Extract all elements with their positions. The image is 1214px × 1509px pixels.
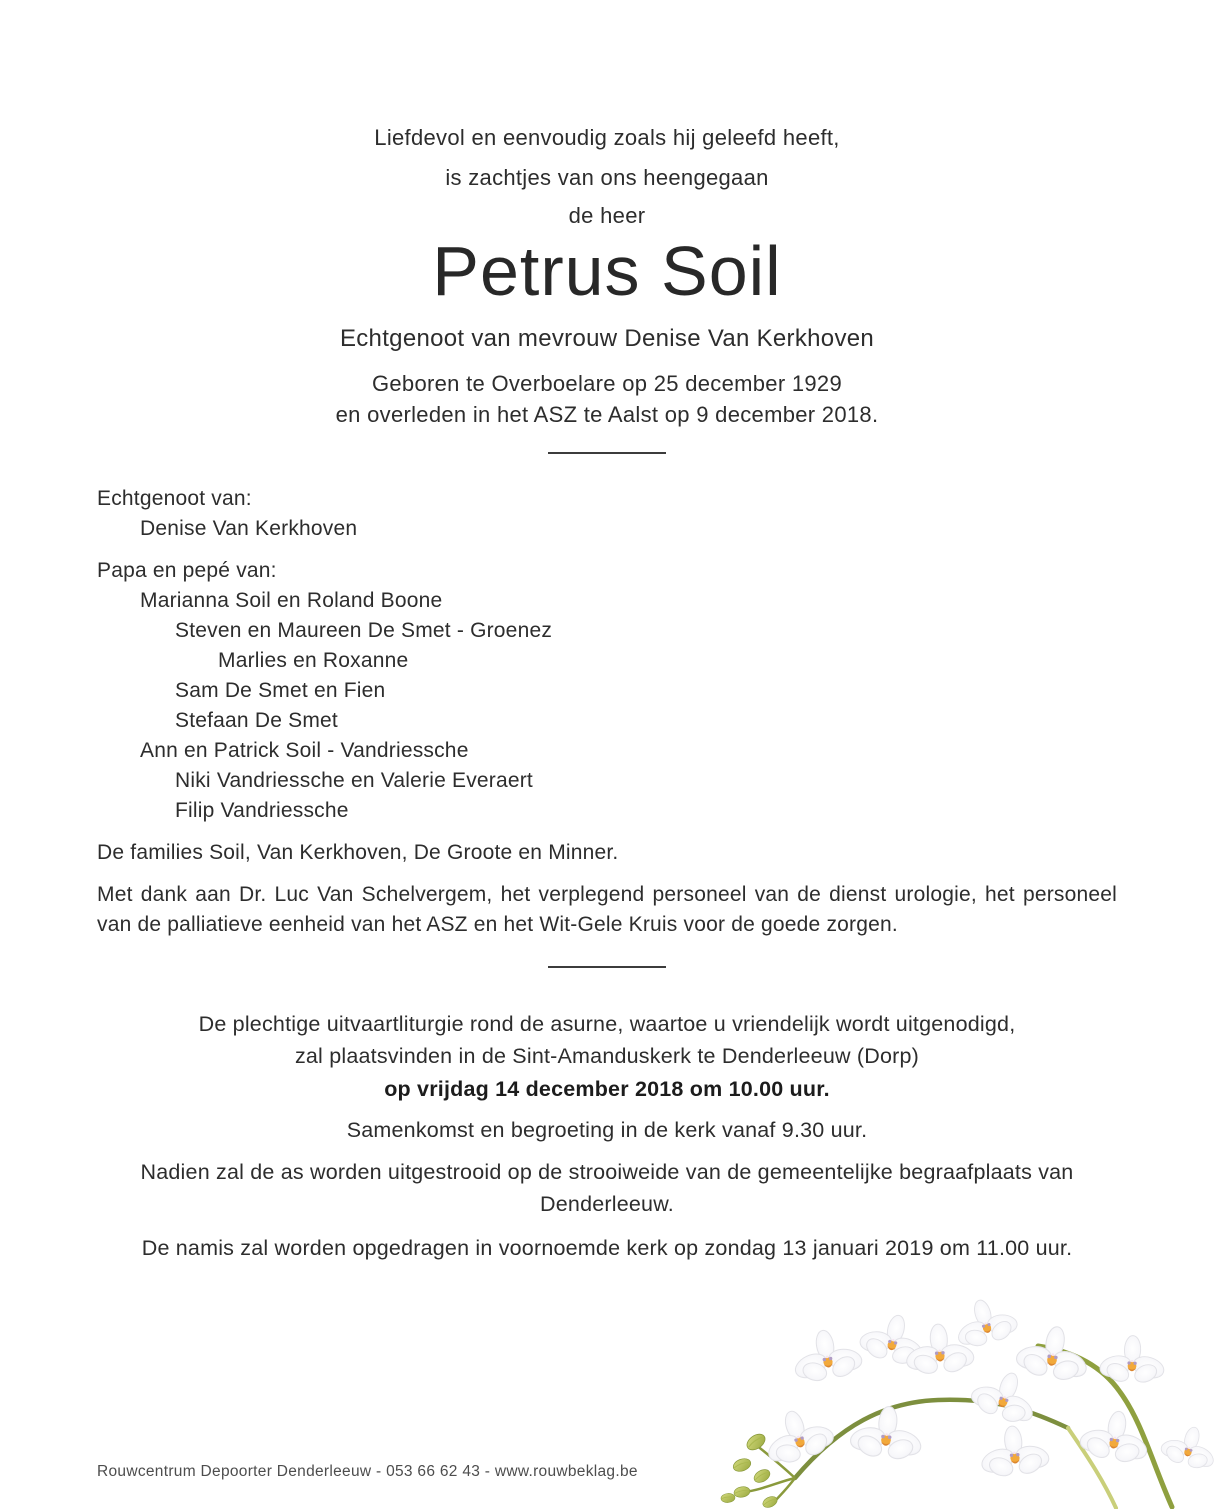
intro-line-1: Liefdevol en eenvoudig zoals hij geleefd heeft, [374, 125, 840, 150]
service-invitation-line-2: zal plaatsvinden in de Sint-Amanduskerk te Denderleeuw (Dorp) [294, 1044, 920, 1068]
spouse-line: Echtgenoot van mevrouw Denise Van Kerkhoven [339, 325, 875, 352]
scattering-line: Nadien zal de as worden uitgestrooid op de strooiweide van de gemeentelijke begraafplaats van Denderleeuw. [140, 1160, 1074, 1216]
family-member: Steven en Maureen De Smet - Groenez [175, 619, 553, 642]
family-member: Marianna Soil en Roland Boone [140, 589, 443, 612]
salutation: de heer [568, 203, 646, 228]
orchid-image [700, 1250, 1214, 1509]
memorial-mass-line: De namis zal worden opgedragen in voornoemde kerk op zondag 13 januari 2019 om 11.00 uur. [141, 1236, 1073, 1260]
family-member: Sam De Smet en Fien [175, 679, 386, 702]
family-member: Niki Vandriessche en Valerie Everaert [175, 769, 533, 792]
deceased-name: Petrus Soil [432, 232, 782, 310]
family-member: Marlies en Roxanne [218, 649, 409, 672]
family-member: Stefaan De Smet [175, 709, 338, 732]
divider-top [548, 452, 666, 454]
children-header: Papa en pepé van: [97, 559, 277, 582]
family-member: Filip Vandriessche [175, 799, 349, 822]
families-line: De families Soil, Van Kerkhoven, De Groote en Minner. [97, 841, 619, 864]
service-invitation-line-1: De plechtige uitvaartliturgie rond de asurne, waartoe u vriendelijk wordt uitgenodigd, [198, 1012, 1016, 1036]
gathering-line: Samenkomst en begroeting in de kerk vanaf 9.30 uur. [346, 1118, 868, 1142]
died-line: en overleden in het ASZ te Aalst op 9 december 2018. [335, 402, 879, 427]
thanks-paragraph: Met dank aan Dr. Luc Van Schelvergem, het verplegend personeel van de dienst urologie, het personeel van de palliatieve eenheid van het ASZ en het Wit-Gele Kruis voor de goede zorgen. [97, 883, 1117, 936]
family-member: Ann en Patrick Soil - Vandriessche [140, 739, 469, 762]
service-date-line: op vrijdag 14 december 2018 om 10.00 uur. [384, 1077, 830, 1101]
born-line: Geboren te Overboelare op 25 december 1929 [371, 371, 842, 396]
intro-line-2: is zachtjes van ons heengegaan [445, 165, 769, 190]
spouse-name: Denise Van Kerkhoven [140, 517, 358, 540]
divider-middle [548, 966, 666, 968]
spouse-header: Echtgenoot van: [97, 487, 252, 510]
footer-line: Rouwcentrum Depoorter Denderleeuw - 053 66 62 43 - www.rouwbeklag.be [97, 1463, 638, 1480]
